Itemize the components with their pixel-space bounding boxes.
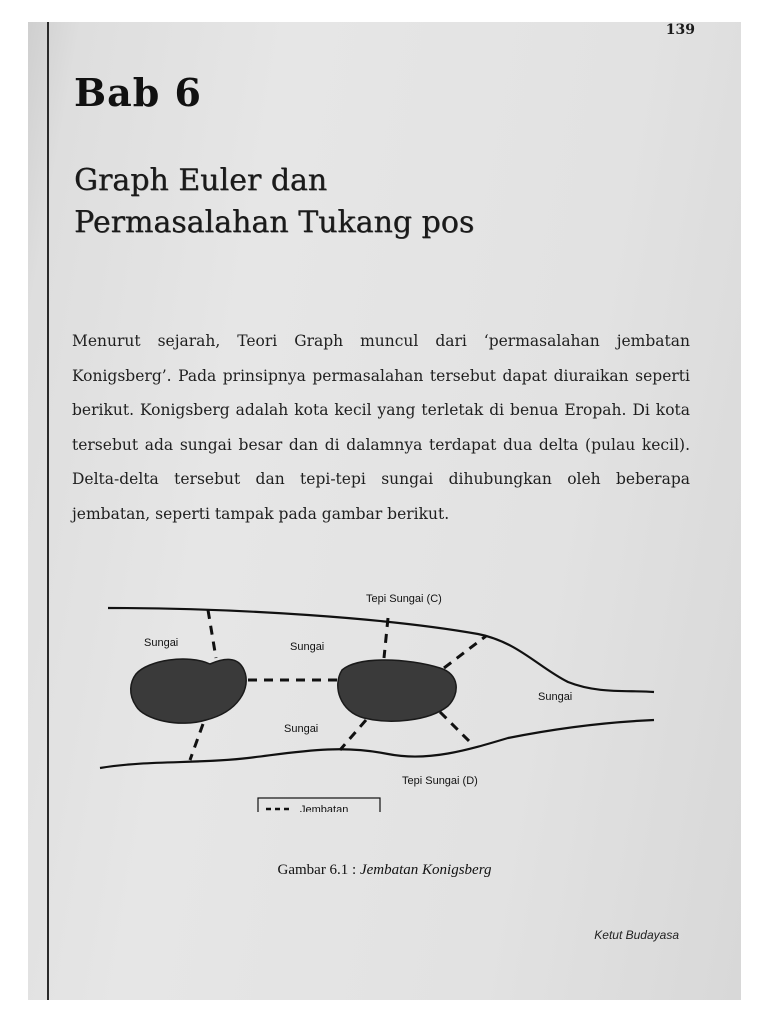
chapter-title [74, 160, 694, 244]
caption-title: Jembatan Konigsberg [359, 862, 492, 878]
bridge-left-bottom [190, 724, 203, 760]
river-bank-bottom [100, 720, 654, 768]
bridge-right-top-b [444, 636, 486, 668]
island-left [131, 659, 246, 723]
figure-caption [28, 862, 741, 879]
bridge-right-bottom-b [440, 712, 472, 744]
konigsberg-figure [88, 572, 668, 812]
book-page [28, 22, 741, 1000]
chapter-title-line-2: Permasalahan Tukang pos [74, 205, 475, 240]
konigsberg-diagram [88, 572, 668, 812]
island-right [338, 660, 456, 721]
label-river-right: Sungai [538, 691, 573, 703]
caption-prefix: Gambar 6.1 : [277, 862, 357, 878]
author-name: Ketut Budayasa [594, 928, 679, 942]
bridge-right-top-a [384, 618, 388, 658]
label-bank-bottom: Tepi Sungai (D) [402, 775, 478, 787]
legend-label: Jembatan [300, 804, 349, 812]
bridge-right-bottom-a [340, 720, 366, 750]
chapter-label: Bab 6 [74, 70, 202, 115]
label-bank-top: Tepi Sungai (C) [366, 593, 442, 605]
page-spine-line [47, 22, 49, 1000]
label-river-middle-top: Sungai [290, 641, 325, 653]
label-river-middle-bottom: Sungai [284, 723, 319, 735]
label-river-left: Sungai [144, 637, 179, 649]
chapter-title-line-1: Graph Euler dan [74, 163, 328, 198]
bridge-left-top [208, 610, 216, 658]
page-number: 139 [665, 22, 695, 38]
body-paragraph: Menurut sejarah, Teori Graph muncul dari ‘permasalahan jembatan Konigsberg’. Pada prinsipnya permasalahan tersebut dapat diuraikan seperti berikut. Konigsberg adalah kota kecil yang terletak di benua Eropah. Di kota tersebut ada sungai besar dan di dalamnya terdapat dua delta (pulau kecil). Delta-delta tersebut dan tepi-tepi sungai dihubungkan oleh beberapa jembatan, seperti tampak pada gambar berikut. [72, 332, 690, 523]
